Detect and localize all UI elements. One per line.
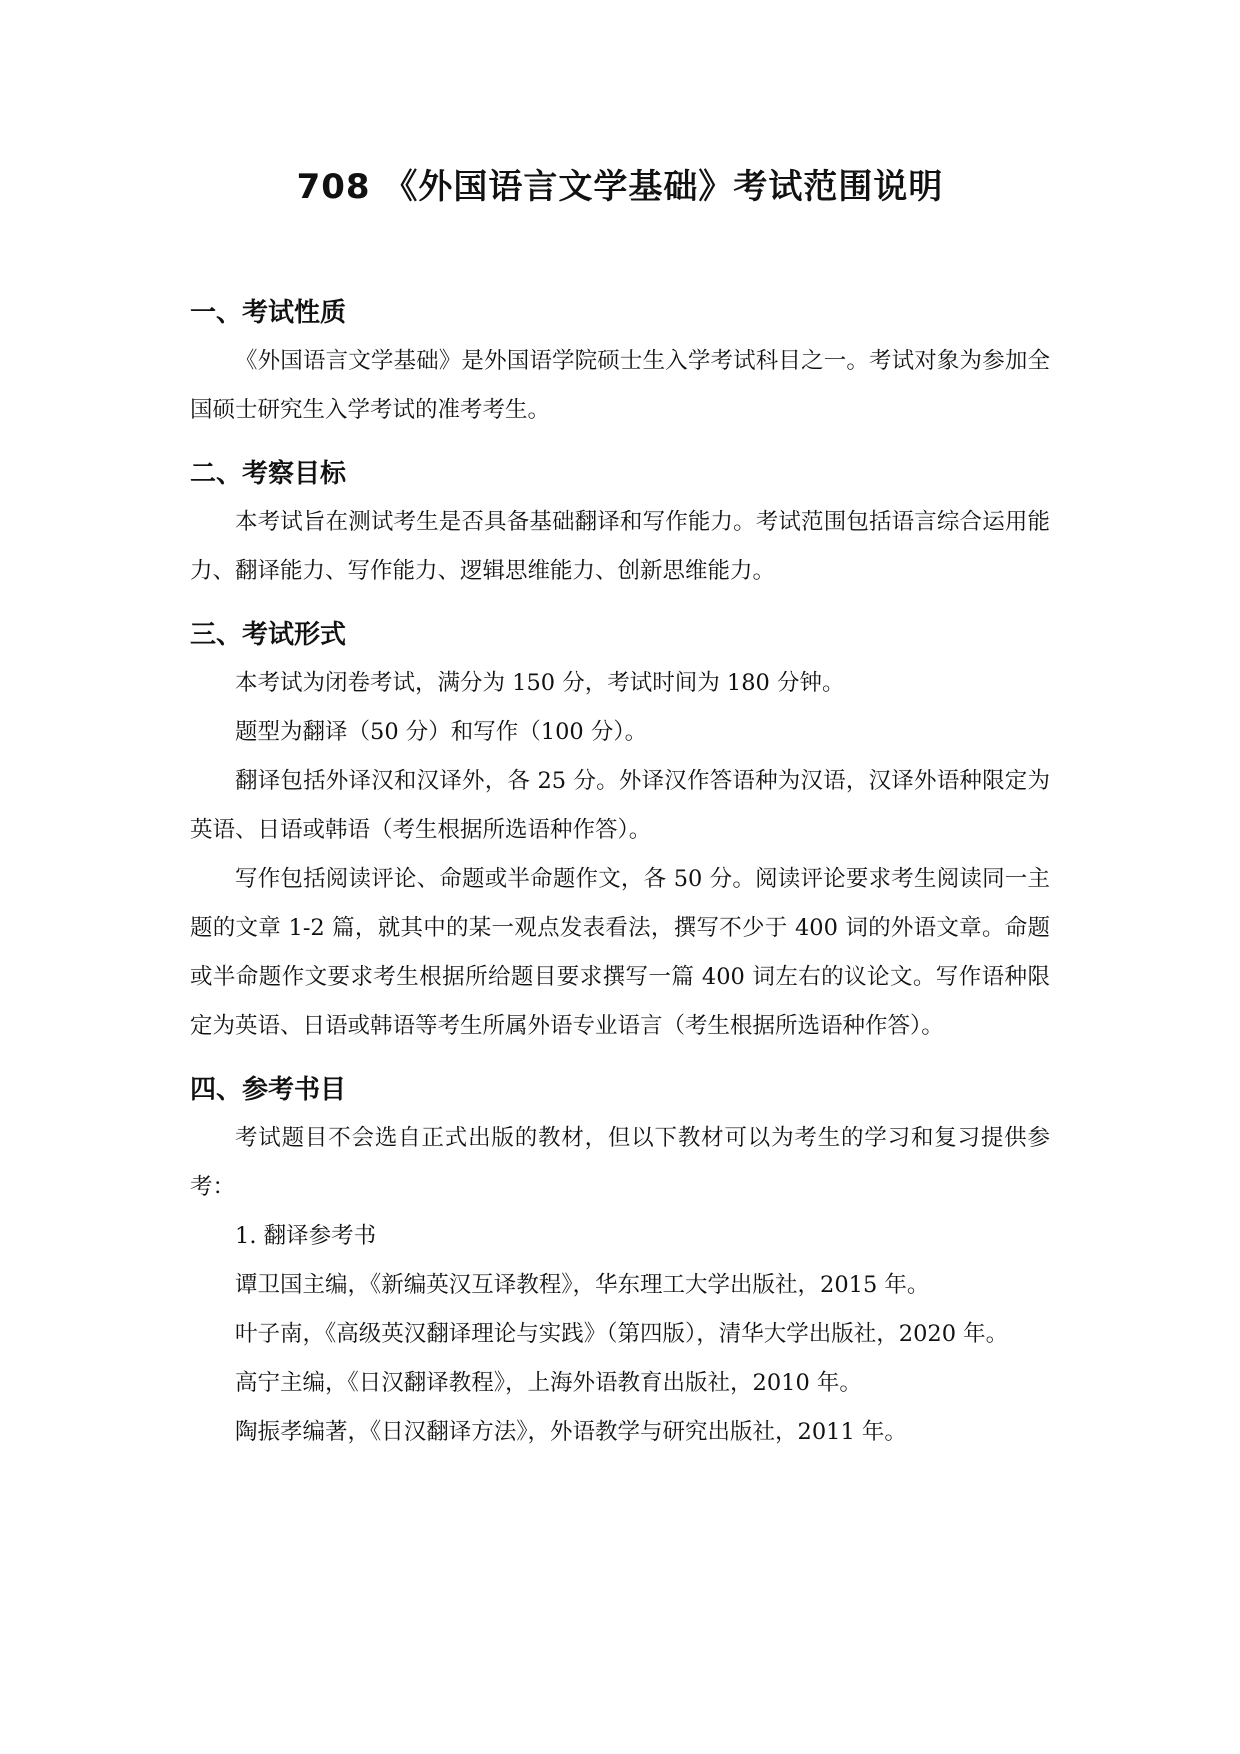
paragraph: 题型为翻译（50 分）和写作（100 分）。	[235, 718, 648, 745]
paragraph: 本考试为闭卷考试，满分为 150 分，考试时间为 180 分钟。	[235, 669, 845, 696]
paragraph: 本考试旨在测试考生是否具备基础翻译和写作能力。考试范围包括语言综合运用能力、翻译能力、写作能力、逻辑思维能力、创新思维能力。	[190, 508, 1050, 584]
section-exam-nature	[190, 294, 1050, 435]
paragraph: 写作包括阅读评论、命题或半命题作文，各 50 分。阅读评论要求考生阅读同一主题的文章 1-2 篇，就其中的某一观点发表看法，撰写不少于 400 词的外语文章。命题或半命题作文要求考生根据所给题目要求撰写一篇 400 词左右的议论文。写作语种限定为英语、日语或韩语等考生所属外语专业语言（考生根据所选语种作答）。	[190, 865, 1050, 1039]
section-heading: 三、考试形式	[190, 619, 347, 650]
page-title: 708 《外国语言文学基础》考试范围说明	[296, 167, 944, 207]
reference-item: 叶子南，《高级英汉翻译理论与实践》（第四版），清华大学出版社，2020 年。	[235, 1320, 1009, 1347]
paragraph: 考试题目不会选自正式出版的教材，但以下教材可以为考生的学习和复习提供参考：	[190, 1124, 1050, 1200]
section-exam-goals	[190, 455, 1050, 596]
paragraph: 《外国语言文学基础》是外国语学院硕士生入学考试科目之一。考试对象为参加全国硕士研究生入学考试的准考考生。	[190, 347, 1050, 423]
section-exam-format	[190, 616, 1050, 1051]
paragraph: 翻译包括外译汉和汉译外，各 25 分。外译汉作答语种为汉语，汉译外语种限定为英语、日语或韩语（考生根据所选语种作答）。	[190, 767, 1050, 843]
reference-item: 陶振孝编著，《日汉翻译方法》，外语教学与研究出版社，2011 年。	[235, 1418, 907, 1445]
reference-item: 谭卫国主编，《新编英汉互译教程》，华东理工大学出版社，2015 年。	[235, 1271, 930, 1298]
section-heading: 二、考察目标	[190, 458, 347, 489]
reference-item: 高宁主编，《日汉翻译教程》，上海外语教育出版社，2010 年。	[235, 1369, 862, 1396]
list-title: 1. 翻译参考书	[235, 1222, 377, 1249]
section-heading: 一、考试性质	[190, 297, 347, 328]
section-heading: 四、参考书目	[190, 1074, 347, 1105]
section-reference-books	[190, 1071, 1050, 1457]
